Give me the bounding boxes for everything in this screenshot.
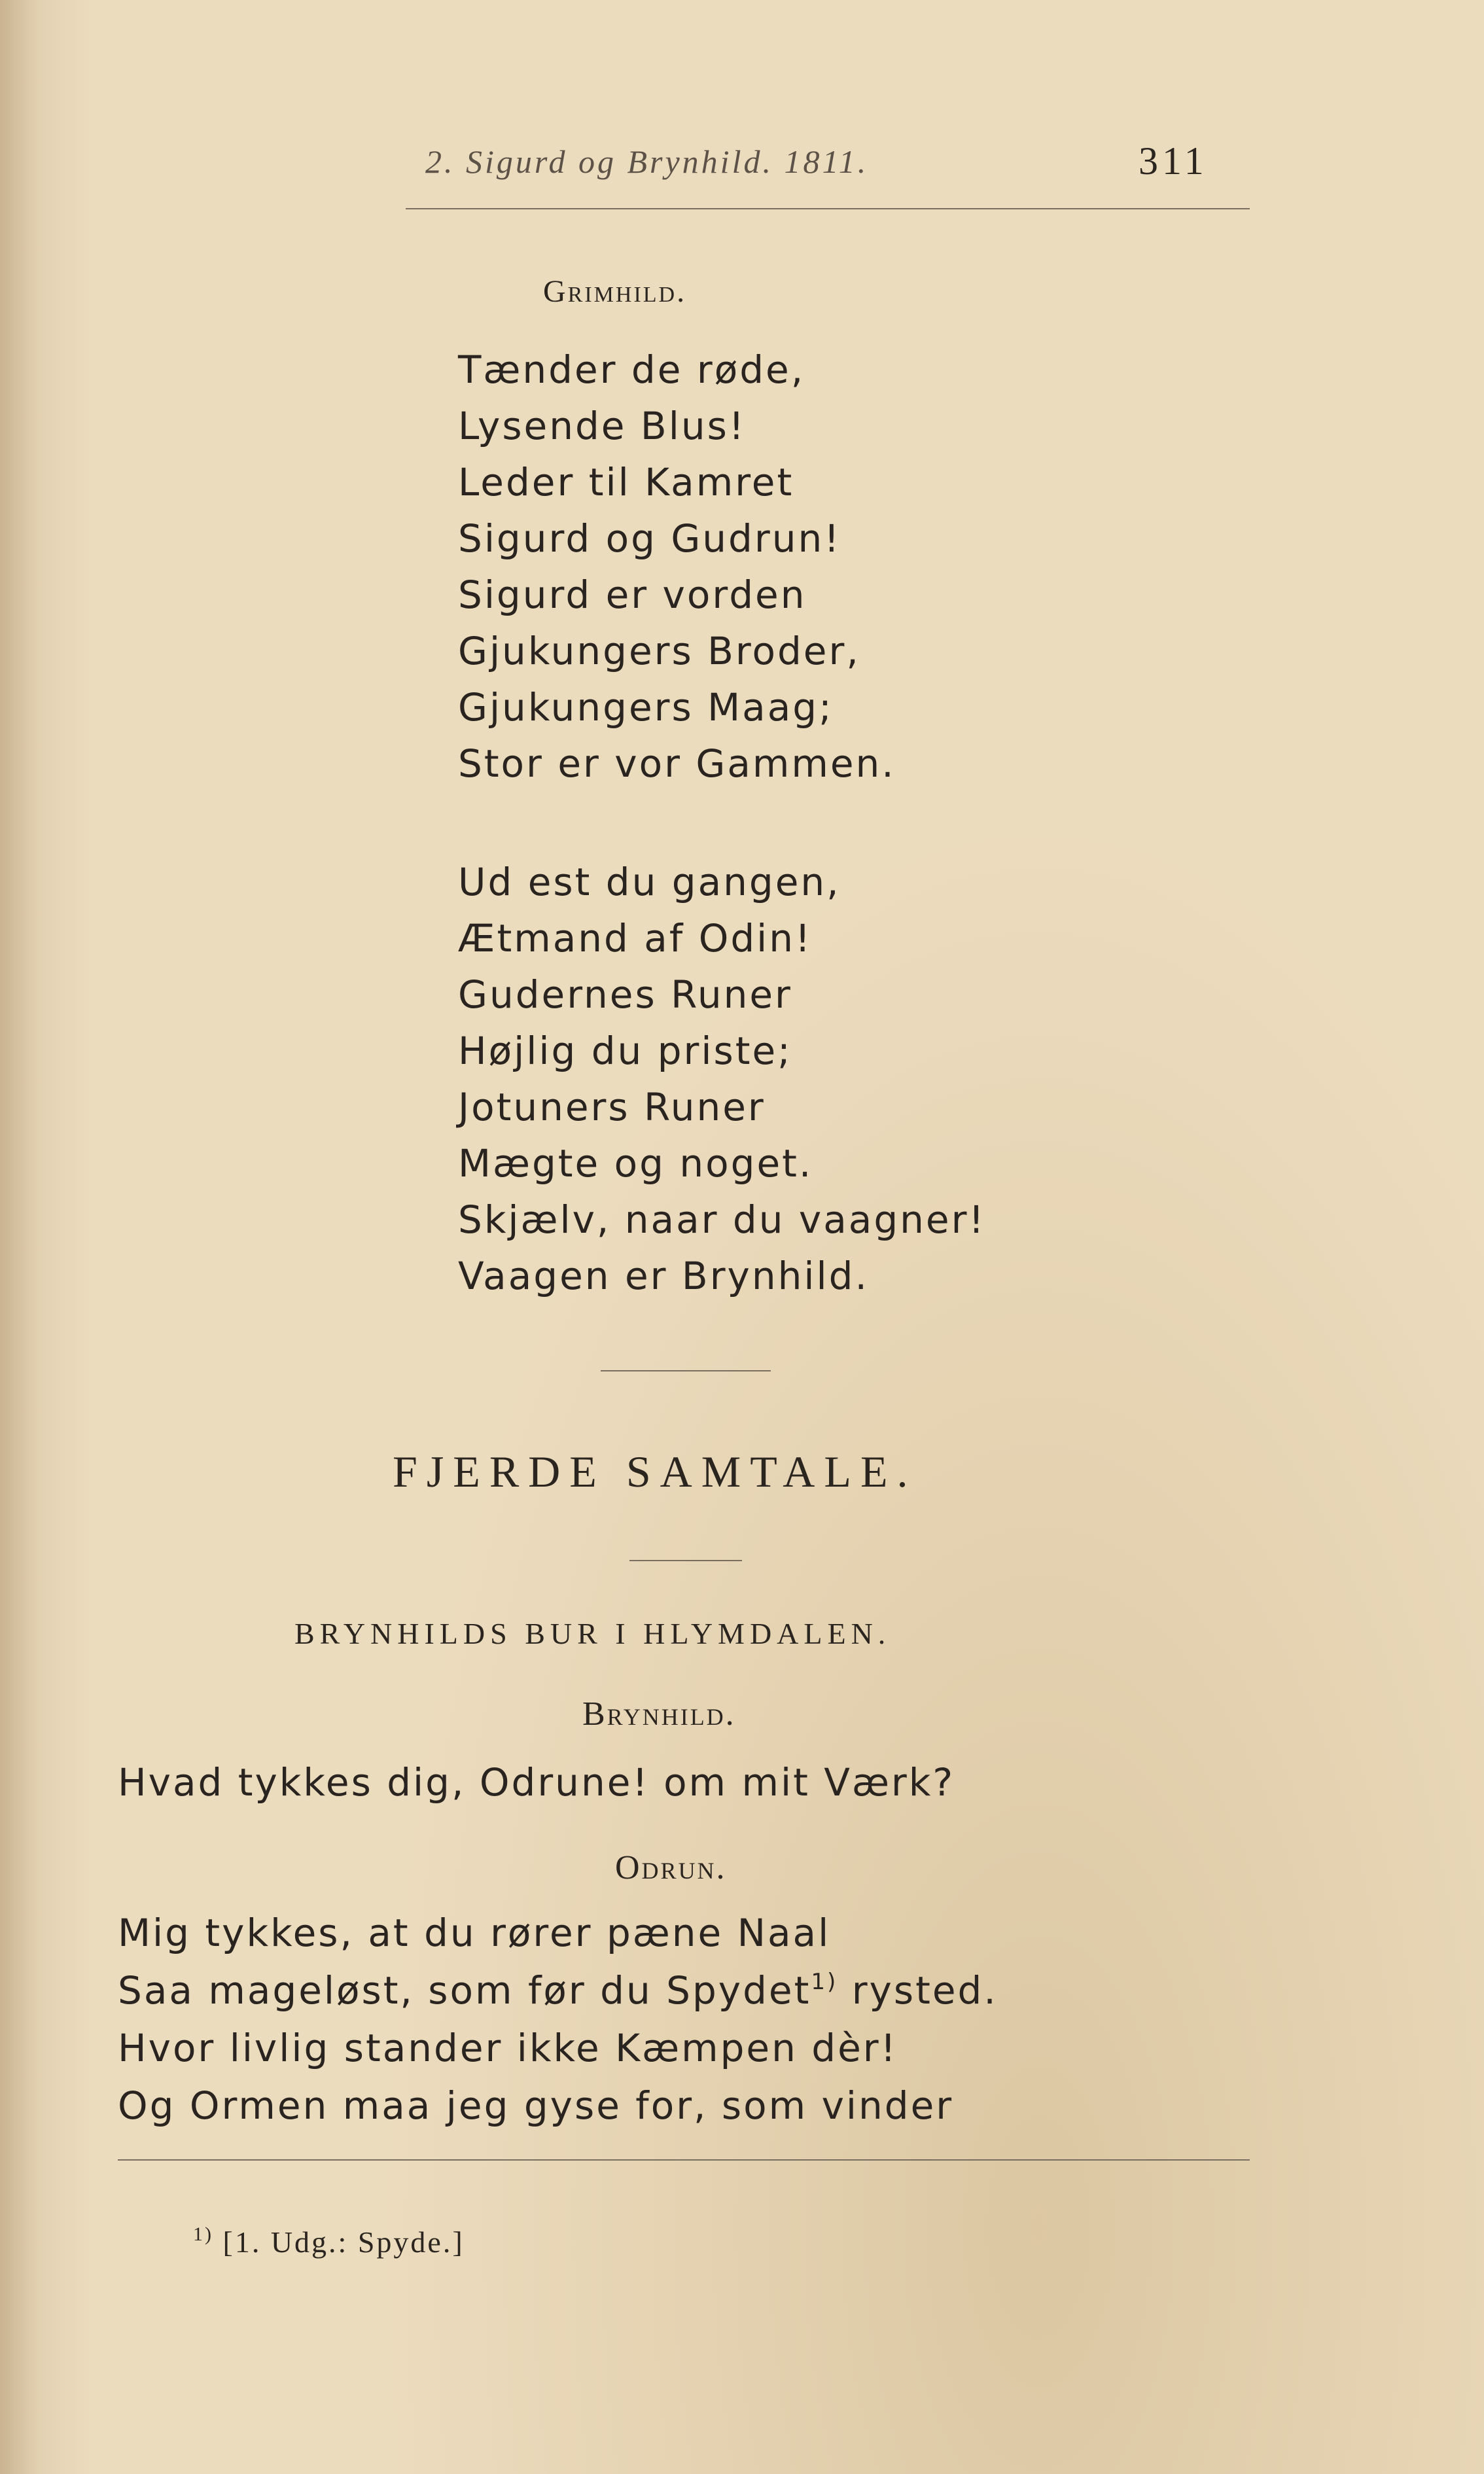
verse-line: Ætmand af Odin! [458,916,813,961]
verse-line: Ud est du gangen, [458,860,841,904]
speaker-odrun: Odrun. [615,1849,727,1886]
dialogue-line-head: Saa mageløst, som før du Spydet [118,1968,811,2013]
verse-line: Sigurd og Gudrun! [458,516,841,561]
footnote-reference[interactable]: 1) [811,1969,838,1995]
verse-line: Gjukungers Maag; [458,685,834,730]
verse-line: Mægte og noget. [458,1141,813,1186]
brynhild-line [118,1754,1348,1811]
footnote-marker: 1) [193,2223,213,2245]
verse-line: Stor er vor Gammen. [458,741,896,786]
verse-line: Leder til Kamret [458,460,794,504]
section-title: FJERDE SAMTALE. [393,1447,917,1496]
verse-line: Skjælv, naar du vaagner! [458,1197,986,1242]
section-separator-top [601,1370,771,1371]
verse-line: Gjukungers Broder, [458,629,860,673]
verse-line: Højlig du priste; [458,1029,792,1073]
dialogue-line: Mig tykkes, at du rører pæne Naal [118,1911,831,1955]
odrun-lines [118,1904,1348,2134]
dialogue-line: Og Ormen maa jeg gyse for, som vinder [118,2083,954,2128]
header-rule [406,208,1250,209]
footnote-text: [1. Udg.: Spyde.] [213,2225,465,2259]
verse-line: Lysende Blus! [458,404,747,448]
dialogue-line: Hvor livlig stander ikke Kæmpen dèr! [118,2026,898,2070]
dialogue-line [118,1962,1348,2019]
dialogue-line: Hvad tykkes dig, Odrune! om mit Værk? [118,1760,955,1805]
verse-line: Vaagen er Brynhild. [458,1254,869,1298]
page-number: 311 [1139,139,1208,183]
speaker-brynhild: Brynhild. [582,1695,736,1733]
verse-line: Tænder de røde, [458,347,805,392]
running-head: 2. Sigurd og Brynhild. 1811. [425,143,869,180]
stanza-1 [458,342,1309,792]
verse-line: Jotuners Runer [458,1085,766,1129]
verse-line: Gudernes Runer [458,972,792,1017]
section-separator-bottom [629,1560,742,1561]
speaker-grimhild: Grimhild. [543,274,687,309]
footnote [193,2225,465,2259]
verse-line: Sigurd er vorden [458,573,807,617]
footnote-rule [118,2159,1250,2161]
scene-heading: BRYNHILDS BUR I HLYMDALEN. [294,1617,891,1650]
dialogue-line-tail: rysted. [838,1968,998,2013]
stanza-2 [458,854,1309,1304]
